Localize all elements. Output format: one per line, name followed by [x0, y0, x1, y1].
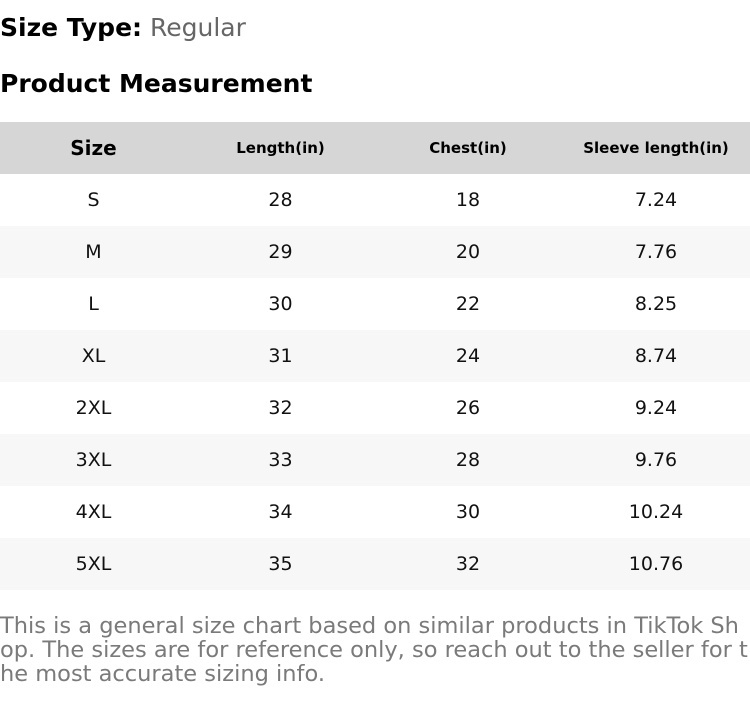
column-header-chest: Chest(in): [374, 122, 562, 174]
size-cell: L: [0, 278, 187, 330]
section-title: Product Measurement: [0, 69, 313, 98]
length-cell: 28: [187, 174, 374, 226]
chest-cell: 18: [374, 174, 562, 226]
size-cell: S: [0, 174, 187, 226]
sleeve-length-cell: 10.76: [562, 538, 750, 590]
table-row: [0, 486, 750, 538]
measurement-table: [0, 122, 750, 590]
size-cell: 2XL: [0, 382, 187, 434]
sleeve-length-cell: 8.74: [562, 330, 750, 382]
table-row: [0, 226, 750, 278]
length-cell: 35: [187, 538, 374, 590]
size-type-label: Size Type:: [0, 13, 143, 42]
chest-cell: 24: [374, 330, 562, 382]
table-row: [0, 434, 750, 486]
column-header-size: Size: [0, 122, 187, 174]
size-cell: 4XL: [0, 486, 187, 538]
column-header-length: Length(in): [187, 122, 374, 174]
length-cell: 31: [187, 330, 374, 382]
length-cell: 33: [187, 434, 374, 486]
chest-cell: 30: [374, 486, 562, 538]
table-row: [0, 278, 750, 330]
sleeve-length-cell: 8.25: [562, 278, 750, 330]
column-header-sleeve-length: Sleeve length(in): [562, 122, 750, 174]
sleeve-length-cell: 9.24: [562, 382, 750, 434]
size-type-value: Regular: [149, 13, 246, 42]
table-row: [0, 538, 750, 590]
size-cell: M: [0, 226, 187, 278]
length-cell: 34: [187, 486, 374, 538]
size-chart-disclaimer: This is a general size chart based on similar products in TikTok Shop. The sizes are for reference only, so reach out to the seller for the most accurate sizing info.: [0, 613, 748, 687]
chest-cell: 32: [374, 538, 562, 590]
sleeve-length-cell: 9.76: [562, 434, 750, 486]
table-row: [0, 330, 750, 382]
chest-cell: 20: [374, 226, 562, 278]
table-header-row: [0, 122, 750, 174]
size-type-line: [0, 12, 246, 44]
chest-cell: 26: [374, 382, 562, 434]
length-cell: 30: [187, 278, 374, 330]
sleeve-length-cell: 10.24: [562, 486, 750, 538]
size-cell: 3XL: [0, 434, 187, 486]
sleeve-length-cell: 7.24: [562, 174, 750, 226]
size-cell: 5XL: [0, 538, 187, 590]
chest-cell: 28: [374, 434, 562, 486]
length-cell: 29: [187, 226, 374, 278]
size-cell: XL: [0, 330, 187, 382]
sleeve-length-cell: 7.76: [562, 226, 750, 278]
length-cell: 32: [187, 382, 374, 434]
chest-cell: 22: [374, 278, 562, 330]
table-row: [0, 382, 750, 434]
table-row: [0, 174, 750, 226]
